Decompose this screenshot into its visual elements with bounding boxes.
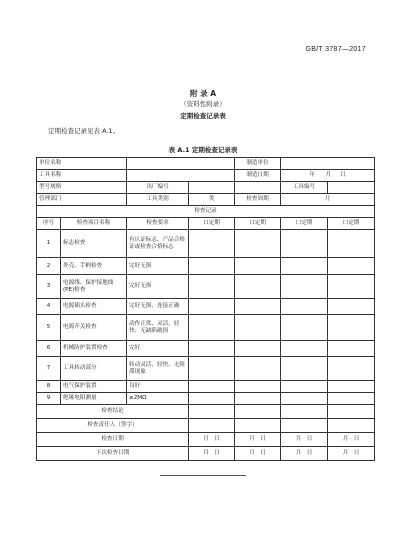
result-cell[interactable] — [189, 299, 235, 315]
row-no: 7 — [37, 357, 61, 381]
row-item: 电气保护装置 — [61, 381, 127, 393]
result-cell[interactable] — [328, 381, 375, 393]
row-item: 电源线、保护接地线(PE)检查 — [61, 275, 127, 299]
result-cell[interactable] — [189, 315, 235, 341]
inspect-unit-label: 制造单位 — [235, 158, 281, 170]
year-label: 年 — [309, 172, 315, 178]
month-label: 月 — [325, 172, 332, 178]
conclusion-label: 检查结论 — [37, 405, 189, 419]
row-req: 有认证标志、产品合格证或检查合格标志 — [127, 230, 189, 258]
table-row — [37, 381, 375, 393]
header-row-4 — [37, 194, 375, 206]
result-cell[interactable] — [235, 275, 281, 299]
col-result-3[interactable]: 口定期 — [281, 218, 328, 230]
col-result-1[interactable]: 口定期 — [189, 218, 235, 230]
tool-class-value[interactable]: 类 — [189, 194, 235, 206]
tool-no-value[interactable] — [328, 182, 375, 194]
tool-no-label: 工具编号 — [281, 182, 328, 194]
row-req: 完好 — [127, 341, 189, 357]
record-title: 检查记录 — [37, 206, 375, 218]
record-title-row — [37, 206, 375, 218]
result-cell[interactable] — [328, 299, 375, 315]
result-cell[interactable] — [189, 381, 235, 393]
inspector-row — [37, 419, 375, 433]
result-cell[interactable] — [328, 419, 375, 433]
result-cell[interactable] — [235, 341, 281, 357]
col-no: 序号 — [37, 218, 61, 230]
result-cell[interactable] — [281, 381, 328, 393]
col-item: 检查项目名称 — [61, 218, 127, 230]
result-cell[interactable] — [281, 230, 328, 258]
date-cell[interactable] — [328, 433, 375, 447]
page-end-rule — [160, 475, 246, 476]
row-item: 电源插头检查 — [61, 299, 127, 315]
result-cell[interactable] — [281, 357, 328, 381]
row-no: 4 — [37, 299, 61, 315]
result-cell[interactable] — [189, 341, 235, 357]
result-cell[interactable] — [235, 357, 281, 381]
appendix-name: 定期检查记录表 — [180, 112, 226, 120]
date-cell[interactable] — [235, 433, 281, 447]
col-result-4[interactable]: 口定期 — [328, 218, 375, 230]
result-cell[interactable] — [189, 419, 235, 433]
row-no: 6 — [37, 341, 61, 357]
model-label: 型号规格 — [37, 182, 127, 194]
table-row — [37, 230, 375, 258]
result-cell[interactable] — [235, 381, 281, 393]
row-req: 转动灵活、轻快、无阻滞现象 — [127, 357, 189, 381]
table-caption: 表 A.1 定期检查记录表 — [168, 146, 238, 154]
row-req: 完好无损、连接正确 — [127, 299, 189, 315]
day-label: 日 — [306, 436, 313, 442]
appendix-nature: （资料性附录） — [180, 100, 226, 108]
inspect-unit-value[interactable] — [281, 158, 375, 170]
header-row-3 — [37, 182, 375, 194]
row-no: 2 — [37, 258, 61, 275]
result-cell[interactable] — [281, 341, 328, 357]
col-req: 检查要求 — [127, 218, 189, 230]
result-cell[interactable] — [328, 275, 375, 299]
table-row — [37, 341, 375, 357]
result-cell[interactable] — [235, 299, 281, 315]
day-label: 日 — [214, 436, 220, 442]
header-row-2 — [37, 170, 375, 182]
result-cell[interactable] — [235, 230, 281, 258]
result-cell[interactable] — [281, 419, 328, 433]
table-row — [37, 275, 375, 299]
day-label: 日 — [340, 172, 346, 178]
result-cell[interactable] — [281, 393, 328, 405]
month-label: 月 — [203, 436, 209, 442]
date-cell[interactable] — [189, 433, 235, 447]
result-cell[interactable] — [328, 341, 375, 357]
period-value[interactable]: 月 — [281, 194, 375, 206]
unit-name-value[interactable] — [127, 158, 235, 170]
next-date-label: 下次检查日期 — [37, 447, 189, 461]
row-no: 1 — [37, 230, 61, 258]
inspection-record-table — [36, 157, 375, 461]
row-no: 5 — [37, 315, 61, 341]
month-label: 月 — [342, 450, 349, 456]
next-date-row — [37, 447, 375, 461]
factory-no-value[interactable] — [189, 182, 235, 194]
row-no: 3 — [37, 275, 61, 299]
result-cell[interactable] — [328, 315, 375, 341]
intro-text: 定期检查记录见表 A.1。 — [48, 127, 120, 135]
row-item: 电源开关检查 — [61, 315, 127, 341]
tool-class-label: 工具类别 — [127, 194, 189, 206]
dept-label: 管理部门 — [37, 194, 127, 206]
col-result-2[interactable]: 口定期 — [235, 218, 281, 230]
row-item: 外壳、手柄检查 — [61, 258, 127, 275]
inspect-date-row — [37, 433, 375, 447]
row-no: 9 — [37, 393, 61, 405]
month-label: 月 — [342, 436, 349, 442]
table-row — [37, 393, 375, 405]
result-cell[interactable] — [235, 258, 281, 275]
month-label: 月 — [295, 450, 302, 456]
row-req: 良好 — [127, 381, 189, 393]
tool-name-value[interactable] — [127, 170, 235, 182]
result-cell[interactable] — [235, 315, 281, 341]
result-cell[interactable] — [328, 258, 375, 275]
inspector-label: 检查责任人（签字） — [37, 419, 189, 433]
row-item: 工具转动部分 — [61, 357, 127, 381]
result-cell[interactable] — [189, 230, 235, 258]
date-cell[interactable] — [328, 447, 375, 461]
row-req: 动作正常、灵活、轻快、无缺陷破损 — [127, 315, 189, 341]
row-item: 机械防护装置检查 — [61, 341, 127, 357]
row-item: 标志检查 — [61, 230, 127, 258]
date-cell[interactable] — [189, 447, 235, 461]
tool-name-label: 工具名称 — [37, 170, 127, 182]
result-cell[interactable] — [281, 315, 328, 341]
day-label: 日 — [260, 436, 266, 442]
result-cell[interactable] — [235, 405, 281, 419]
conclusion-row — [37, 405, 375, 419]
result-cell[interactable] — [189, 357, 235, 381]
result-cell[interactable] — [189, 258, 235, 275]
month-label: 月 — [249, 436, 255, 442]
day-label: 日 — [260, 450, 266, 456]
standard-number: GB/T 3787—2017 — [305, 46, 366, 53]
header-row-1 — [37, 158, 375, 170]
mfg-date-value[interactable] — [281, 170, 375, 182]
date-cell[interactable] — [281, 447, 328, 461]
row-req: 完好无损 — [127, 258, 189, 275]
table-row — [37, 299, 375, 315]
factory-no-label: 出厂编号 — [127, 182, 189, 194]
row-req: ≥2MΩ — [127, 393, 189, 405]
day-label: 日 — [214, 450, 220, 456]
row-no: 8 — [37, 381, 61, 393]
day-label: 日 — [353, 450, 360, 456]
inspect-date-label: 检查日期 — [37, 433, 189, 447]
row-item: 绝缘电阻测量 — [61, 393, 127, 405]
period-label: 检查周期 — [235, 194, 281, 206]
table-row — [37, 315, 375, 341]
unit-name-label: 单位名称 — [37, 158, 127, 170]
row-req: 完好无损 — [127, 275, 189, 299]
result-cell[interactable] — [189, 405, 235, 419]
table-row — [37, 357, 375, 381]
result-cell[interactable] — [235, 419, 281, 433]
date-cell[interactable] — [235, 447, 281, 461]
appendix-title: 附 录 A — [189, 89, 217, 98]
result-cell[interactable] — [328, 357, 375, 381]
result-cell[interactable] — [281, 258, 328, 275]
day-label: 日 — [306, 450, 313, 456]
result-cell[interactable] — [281, 275, 328, 299]
column-header-row — [37, 218, 375, 230]
result-cell[interactable] — [235, 393, 281, 405]
date-cell[interactable] — [281, 433, 328, 447]
result-cell[interactable] — [189, 275, 235, 299]
result-cell[interactable] — [328, 230, 375, 258]
month-label: 月 — [249, 450, 255, 456]
tool-no-spacer — [235, 182, 281, 194]
month-label: 月 — [203, 450, 209, 456]
mfg-date-label: 制造日期 — [235, 170, 281, 182]
result-cell[interactable] — [281, 299, 328, 315]
day-label: 日 — [353, 436, 360, 442]
result-cell[interactable] — [281, 405, 328, 419]
month-label: 月 — [295, 436, 302, 442]
result-cell[interactable] — [328, 393, 375, 405]
table-row — [37, 258, 375, 275]
result-cell[interactable] — [189, 393, 235, 405]
result-cell[interactable] — [328, 405, 375, 419]
